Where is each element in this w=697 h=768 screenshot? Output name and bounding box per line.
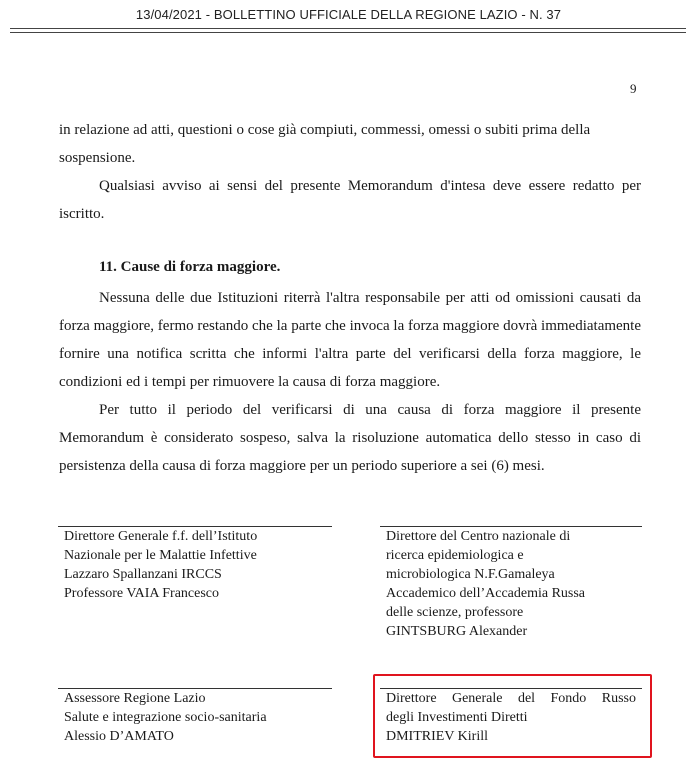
signature-name: Alessio D’AMATO (64, 729, 174, 744)
signature-text: Direttore Generale f.f. dell’Istituto (64, 529, 258, 544)
signature-name: Professore VAIA Francesco (64, 586, 220, 601)
signature-name: DMITRIEV Kirill (386, 729, 489, 744)
signature-text: Accademico dell’Accademia Russa (386, 586, 586, 601)
signature-text: degli Investimenti Diretti (386, 710, 528, 725)
paragraph-continuation-line1: in relazione ad atti, questioni o cose già compiuti, commessi, omessi o subiti prima della (59, 122, 591, 138)
paragraph-force-majeure: Nessuna delle due Istituzioni riterrà l'altra responsabile per atti od omissioni causati da forza maggiore, fermo restando che la parte che invoca la forza maggiore dovrà immediatamente fornire una notifica scritta che informi l'altra parte del verificarsi della forza maggiore, le condizioni ed i tempi per rimuovere la causa di forza maggiore. (59, 290, 641, 390)
paragraph-suspension: Per tutto il periodo del verificarsi di una causa di forza maggiore il presente Memorandum è considerato sospeso, salva la risoluzione automatica dello stesso in caso di persistenza della causa di forza maggiore per un periodo superiore a sei (6) mesi. (59, 402, 641, 474)
signature-block-spallanzani (64, 527, 324, 603)
signature-text: Direttore Generale del Fondo Russo (386, 691, 636, 706)
paragraph-continuation-line2: sospensione. (59, 150, 136, 166)
page-number: 9 (630, 81, 637, 96)
signature-text: Salute e integrazione socio-sanitaria (64, 710, 267, 725)
highlight-box (373, 674, 652, 758)
signature-text: Assessore Regione Lazio (64, 691, 206, 706)
signature-text: Lazzaro Spallanzani IRCCS (64, 567, 222, 582)
signature-text: delle scienze, professore (386, 605, 524, 620)
signature-text: Nazionale per le Malattie Infettive (64, 548, 257, 563)
paragraph-notice: Qualsiasi avviso ai sensi del presente Memorandum d'intesa deve essere redatto per iscritto. (59, 178, 641, 222)
header-rule-bottom (10, 32, 686, 33)
signature-text: ricerca epidemiologica e (386, 548, 524, 563)
signature-text: Direttore del Centro nazionale di (386, 529, 571, 544)
signature-text: microbiologica N.F.Gamaleya (386, 567, 555, 582)
section-heading: 11. Cause di forza maggiore. (99, 259, 281, 275)
signature-name: GINTSBURG Alexander (386, 624, 528, 639)
header-rule-top (10, 28, 686, 29)
signature-block-regione (64, 689, 324, 746)
paragraph-continuation (59, 116, 641, 172)
signature-block-gamaleya (386, 527, 636, 641)
page-header: 13/04/2021 - BOLLETTINO UFFICIALE DELLA REGIONE LAZIO - N. 37 (135, 7, 562, 22)
